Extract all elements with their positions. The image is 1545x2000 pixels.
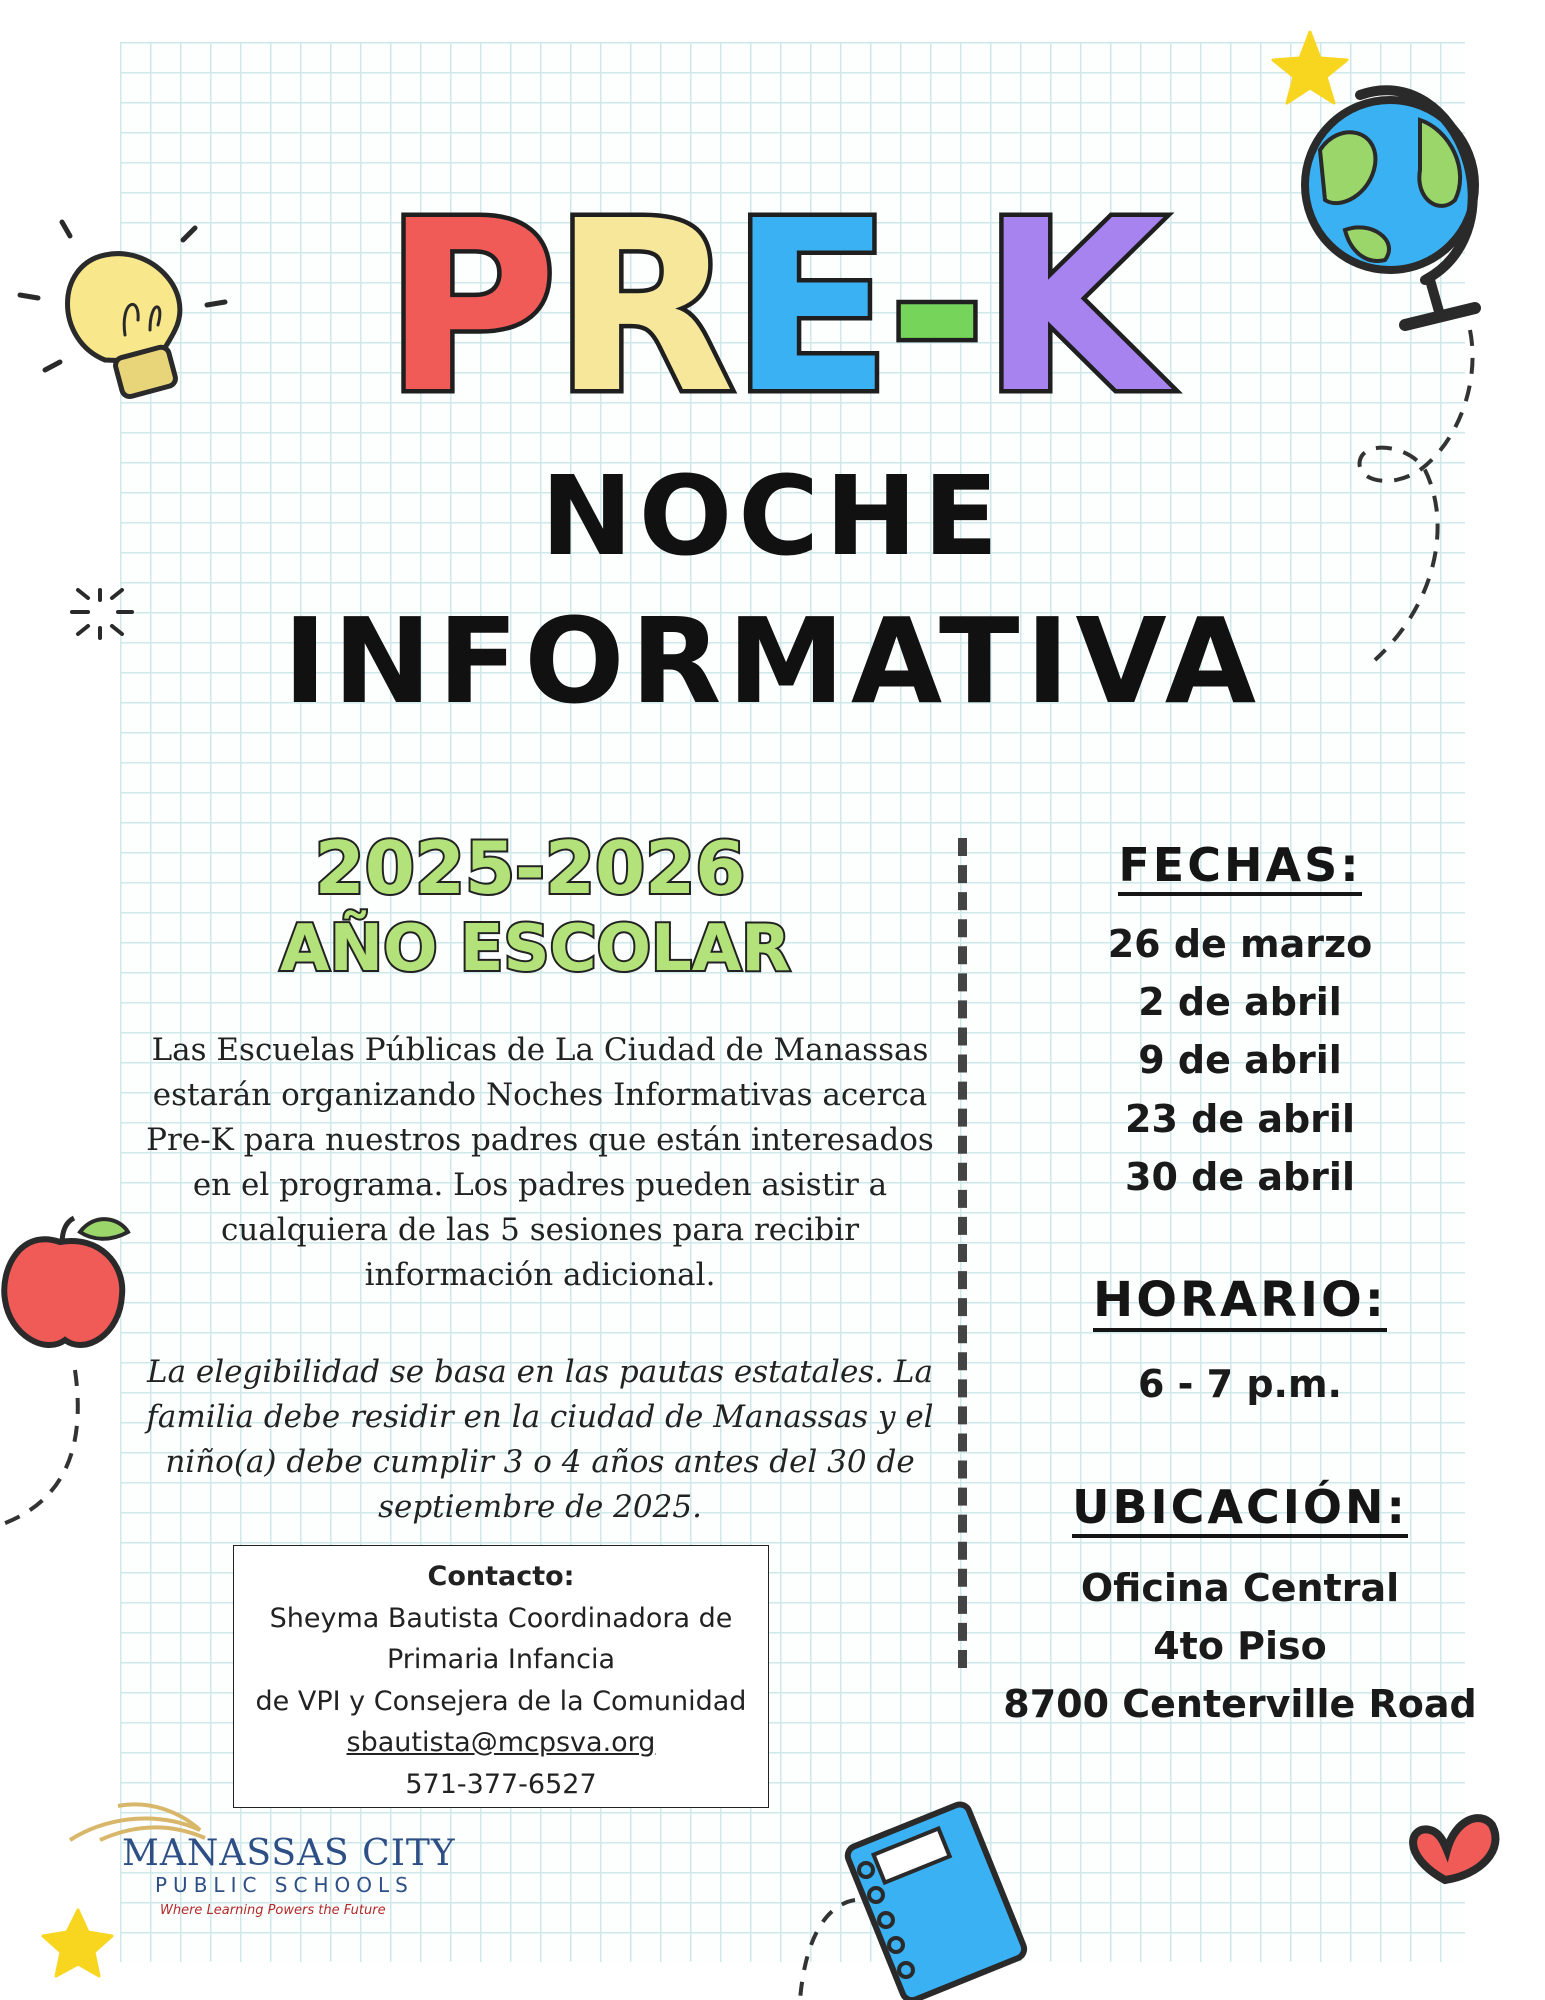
location-heading-text: UBICACIÓN: (1072, 1480, 1408, 1538)
logo-subtitle: PUBLIC SCHOOLS (155, 1873, 414, 1897)
title-noche: NOCHE (540, 452, 1005, 580)
notebook-icon (845, 1801, 1027, 2000)
time-heading (1000, 1272, 1480, 1332)
contact-line: Primaria Infancia (386, 1644, 616, 1675)
apple-icon (4, 1218, 128, 1345)
school-year-label: AÑO ESCOLAR (280, 912, 791, 986)
time-heading-text: HORARIO: (1093, 1272, 1387, 1332)
location-line: Oficina Central (1080, 1566, 1400, 1610)
title-letter-r: R (553, 170, 731, 445)
contact-phone: 571-377-6527 (405, 1768, 597, 1800)
dashed-path (800, 1900, 855, 2000)
logo-tagline: Where Learning Powers the Future (160, 1903, 386, 1918)
text-line: septiembre de 2025. (378, 1489, 702, 1525)
text-line: en el programa. Los padres pueden asistir a (192, 1167, 888, 1203)
text-line: estarán organizando Noches Informativas acerca (152, 1077, 928, 1113)
text-line: Las Escuelas Públicas de La Ciudad de Manassas (151, 1032, 929, 1068)
title-letter-p: P (384, 170, 554, 445)
heart-icon (1413, 1818, 1495, 1880)
text-line: Pre-K para nuestros padres que están interesados (146, 1122, 934, 1158)
text-line: La elegibilidad se basa en las pautas estatales. La (147, 1354, 933, 1390)
date-item: 9 de abril (1138, 1038, 1342, 1082)
text-line: familia debe residir en la ciudad de Manassas y el (146, 1399, 934, 1435)
pre-k-title (0, 170, 1545, 445)
title-hyphen: - (888, 170, 982, 445)
contact-email-link[interactable]: sbautista@mcpsva.org (346, 1727, 656, 1758)
star-icon (1273, 32, 1347, 103)
dates-heading (1000, 838, 1480, 896)
star-icon (43, 1910, 112, 1976)
location-heading (1000, 1480, 1480, 1538)
school-year: 2025-2026 (314, 826, 746, 910)
contact-box (233, 1545, 769, 1808)
title-letter-k: K (981, 170, 1161, 445)
text-line: niño(a) debe cumplir 3 o 4 años antes del 30 de (165, 1444, 915, 1480)
contact-line: Sheyma Bautista Coordinadora de (269, 1602, 733, 1634)
dashed-divider (958, 838, 967, 1668)
logo-title: MANASSAS CITY (122, 1833, 456, 1874)
contact-heading: Contacto: (427, 1561, 575, 1592)
description-paragraph (140, 1028, 940, 1298)
text-line: cualquiera de las 5 sesiones para recibir (220, 1212, 860, 1248)
date-item: 2 de abril (1138, 980, 1342, 1024)
location-line: 8700 Centerville Road (1003, 1682, 1477, 1726)
dates-heading-text: FECHAS: (1118, 838, 1361, 896)
date-item: 26 de marzo (1107, 922, 1373, 966)
location-line: 4to Piso (1153, 1624, 1327, 1668)
time-value: 6 - 7 p.m. (1137, 1362, 1342, 1406)
text-line: información adicional. (364, 1257, 716, 1293)
dashed-path (0, 1370, 78, 1525)
title-informativa: INFORMATIVA (282, 592, 1263, 730)
date-item: 23 de abril (1125, 1097, 1355, 1141)
eligibility-paragraph (140, 1350, 940, 1530)
title-letter-e: E (730, 170, 889, 445)
date-item: 30 de abril (1125, 1155, 1355, 1199)
contact-line: de VPI y Consejera de la Comunidad (255, 1685, 747, 1717)
